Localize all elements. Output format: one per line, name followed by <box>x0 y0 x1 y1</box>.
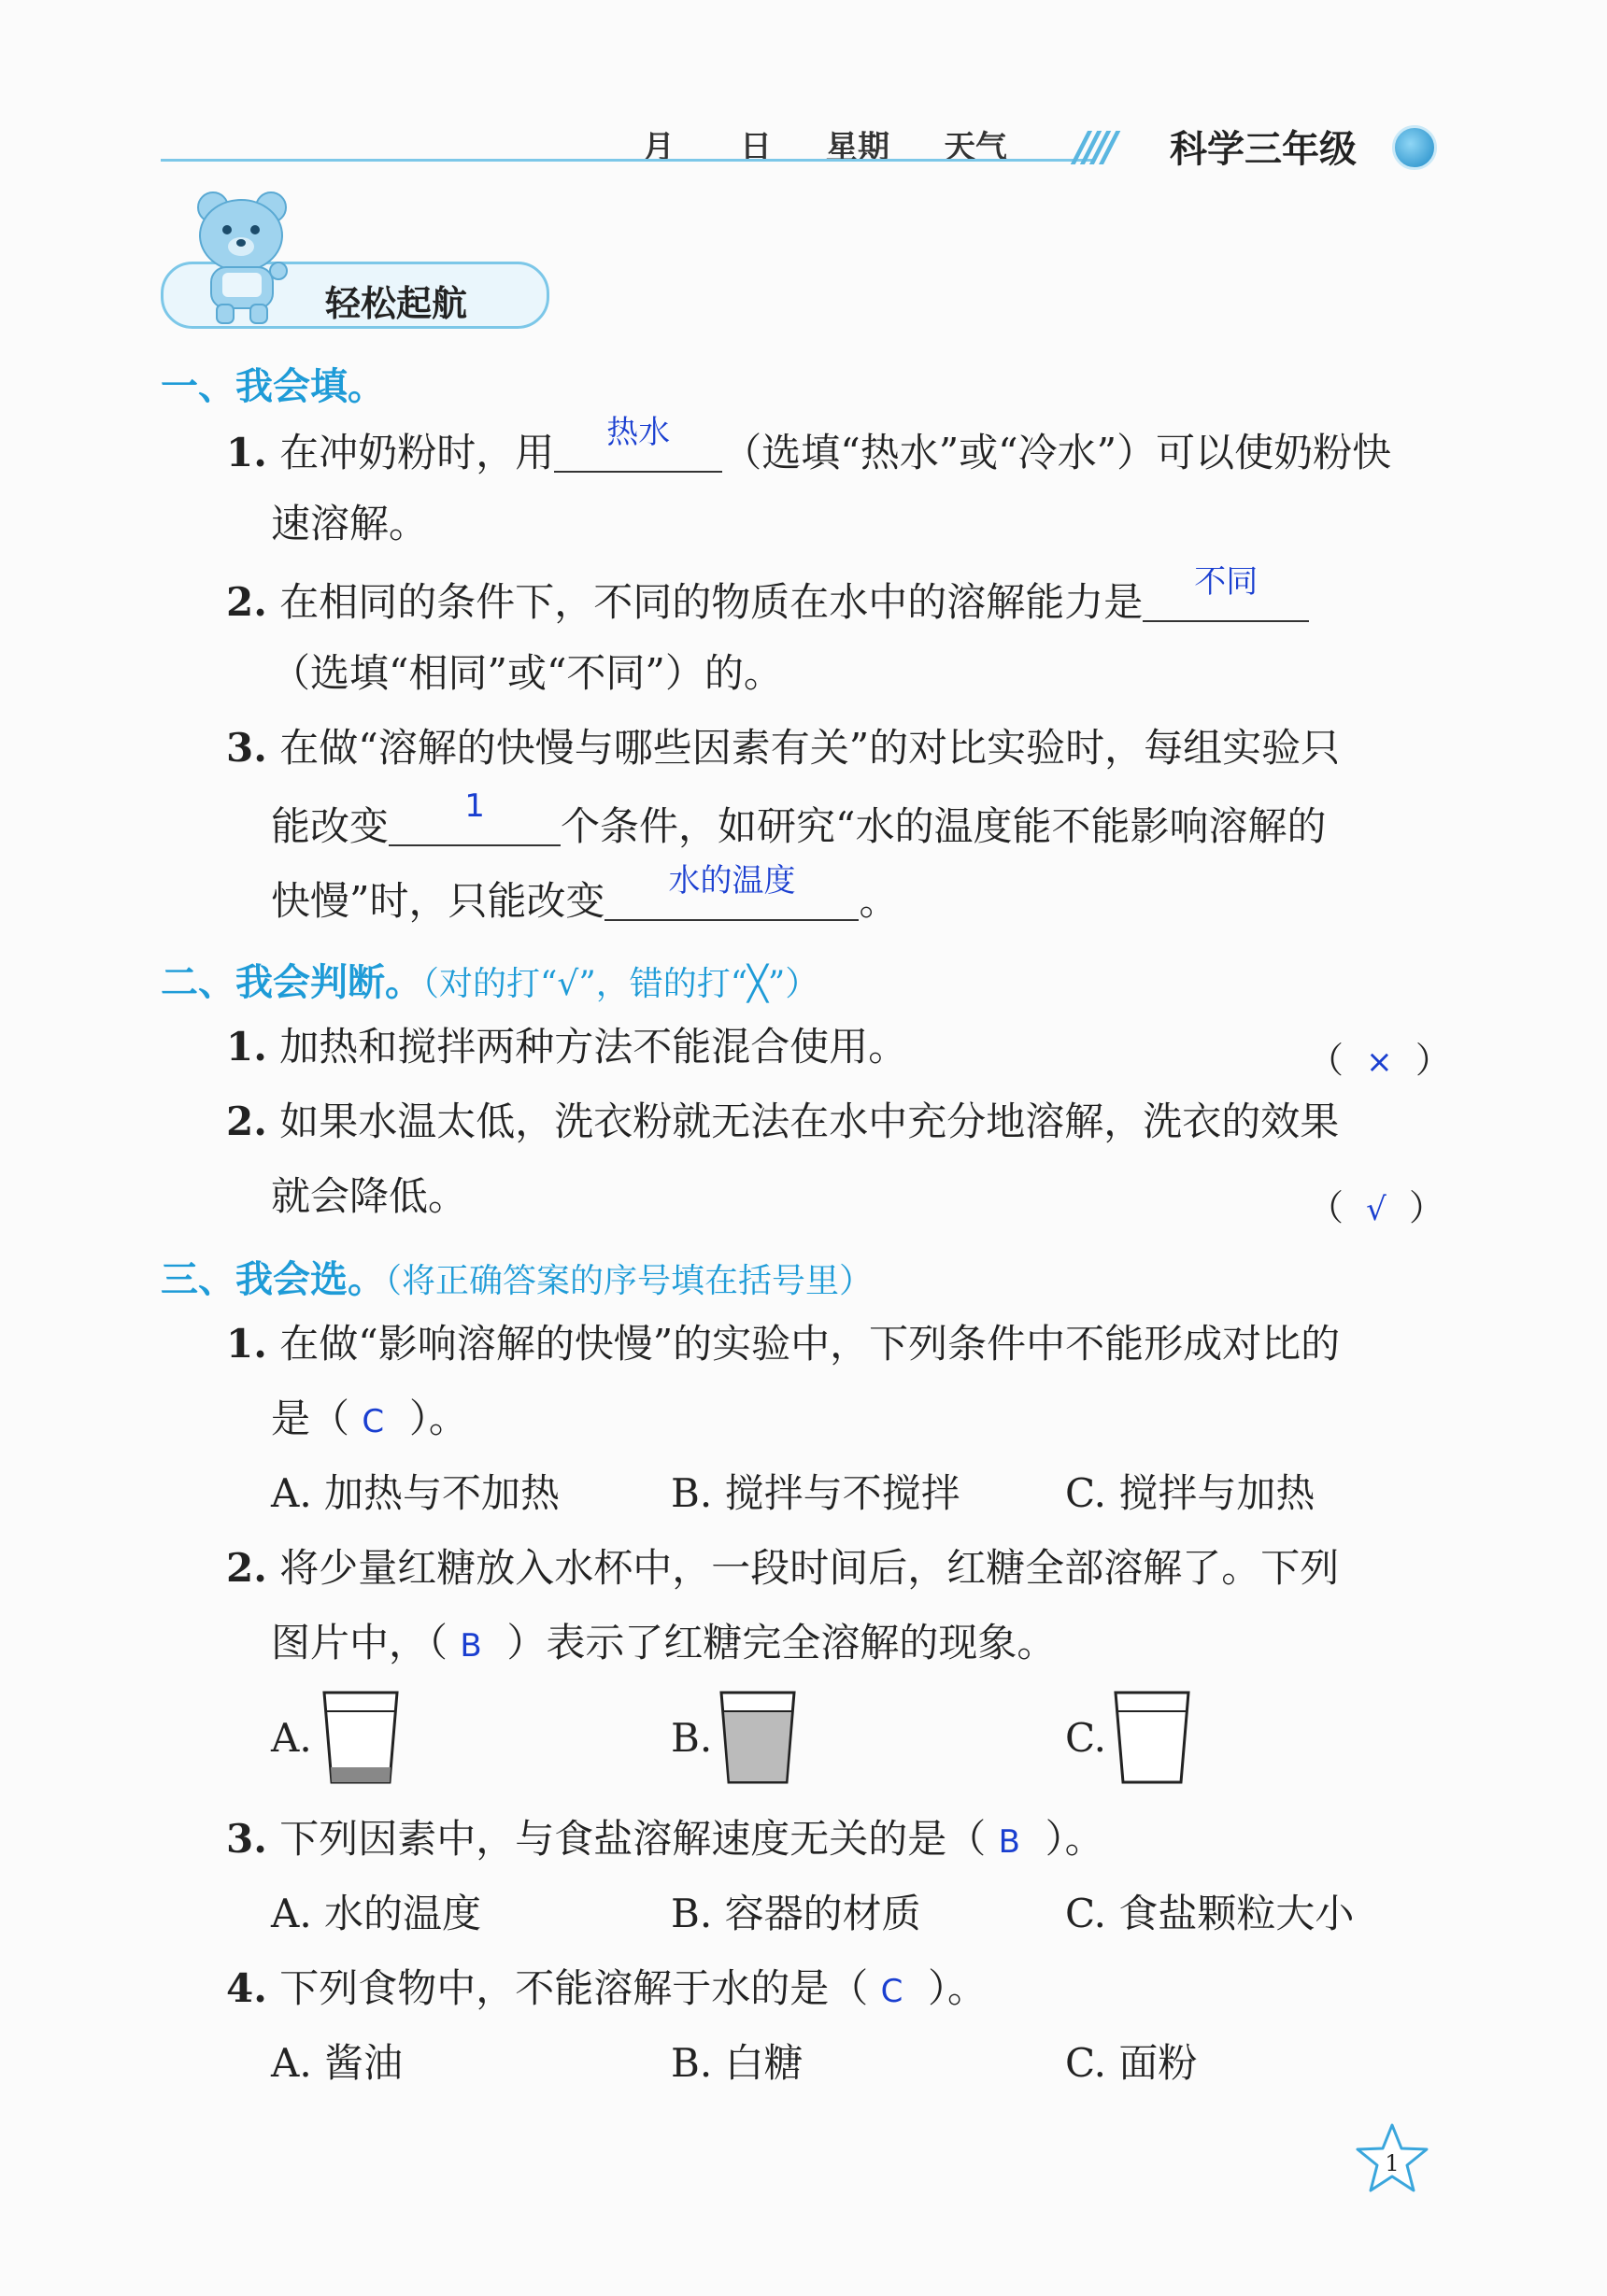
page-number: 1 <box>1385 2150 1400 2176</box>
section2-note: （对的打“√”，错的打“╳”） <box>422 965 819 1003</box>
question-text: 下列食物中，不能溶解于水的是（ <box>279 1965 869 2011</box>
question-number: 3. <box>226 725 267 771</box>
answer-text[interactable]: C <box>362 1403 385 1440</box>
section3-heading: 三、我会选。 <box>161 1258 385 1301</box>
s3-q2-line1 <box>226 1545 1340 1591</box>
option-c[interactable]: C. 面粉 <box>1065 2040 1198 2086</box>
s2-q2-line2: 就会降低。 <box>271 1173 468 1219</box>
month-label: 月 <box>643 129 675 166</box>
option-c[interactable]: C. 搅拌与加热 <box>1065 1470 1315 1516</box>
slash-decoration-icon: //// <box>1074 123 1113 171</box>
cup-b-dissolved-icon[interactable] <box>719 1691 796 1784</box>
answer-text[interactable]: C <box>880 1973 903 2010</box>
day-label: 日 <box>740 129 772 166</box>
question-text: 在做“影响溶解的快慢”的实验中，下列条件中不能形成对比的 <box>279 1321 1341 1367</box>
option-b[interactable]: B. 容器的材质 <box>671 1891 921 1936</box>
question-text: 下列因素中，与食盐溶解速度无关的是（ <box>279 1816 987 1862</box>
s3-q2-line2 <box>271 1620 1057 1665</box>
option-c[interactable]: C. 食盐颗粒大小 <box>1065 1891 1355 1936</box>
answer-blank[interactable] <box>604 862 859 921</box>
question-number: 2. <box>226 1098 267 1144</box>
s3-q1-line1 <box>226 1321 1341 1367</box>
blue-dot-icon <box>1392 125 1437 170</box>
star-icon <box>1355 2122 1429 2193</box>
question-text: 个条件，如研究“水的温度能不能影响溶解的 <box>561 803 1327 849</box>
answer-text[interactable]: B <box>460 1627 482 1665</box>
option-c-label[interactable]: C. <box>1065 1715 1106 1761</box>
question-number: 1. <box>226 1024 267 1070</box>
cup-c-clear-icon[interactable] <box>1114 1691 1190 1784</box>
option-b[interactable]: B. 白糖 <box>671 2040 804 2086</box>
s2-q2-line1 <box>226 1098 1340 1144</box>
grade-title: 科学三年级 <box>1170 128 1357 171</box>
header-rule <box>161 159 1095 162</box>
question-text: 图片中，（ <box>271 1620 448 1665</box>
option-a[interactable]: A. 水的温度 <box>271 1891 482 1936</box>
answer-text: 1 <box>464 787 485 825</box>
question-text: 是（ <box>271 1396 350 1441</box>
answer-parentheses[interactable]: （ √ ） <box>1308 1187 1445 1228</box>
question-text: 如果水温太低，洗衣粉就无法在水中充分地溶解，洗衣的效果 <box>279 1098 1340 1144</box>
option-b[interactable]: B. 搅拌与不搅拌 <box>671 1470 960 1516</box>
question-text: 加热和搅拌两种方法不能混合使用。 <box>279 1024 908 1070</box>
option-a-label[interactable]: A. <box>271 1715 312 1761</box>
option-b-label[interactable]: B. <box>671 1715 713 1761</box>
answer-blank[interactable] <box>389 787 561 846</box>
section1-title: 一、我会填。 <box>161 365 385 408</box>
answer-text: 水的温度 <box>668 862 796 900</box>
s1-q3-line1 <box>226 725 1341 771</box>
weekday-label: 星期 <box>826 129 889 166</box>
question-text: ）。 <box>928 1965 988 2011</box>
question-number: 2. <box>226 1545 267 1591</box>
answer-mark: × <box>1366 1043 1393 1081</box>
section3-title <box>161 1250 873 1303</box>
question-text: ）表示了红糖完全溶解的现象。 <box>506 1620 1057 1665</box>
s1-q1-line1 <box>226 414 1392 475</box>
weather-label: 天气 <box>944 129 1007 166</box>
s2-q1 <box>226 1024 908 1070</box>
option-a[interactable]: A. 酱油 <box>271 2040 404 2086</box>
s1-q3-line3 <box>271 862 899 924</box>
question-text: 在相同的条件下，不同的物质在水中的溶解能力是 <box>279 579 1144 625</box>
s3-q1-line2 <box>271 1396 468 1441</box>
question-text: 能改变 <box>271 803 390 849</box>
banner-title: 轻松起航 <box>325 283 468 324</box>
answer-text[interactable]: B <box>998 1823 1020 1861</box>
answer-text: 热水 <box>606 414 671 451</box>
question-text: 快慢”时，只能改变 <box>271 878 605 924</box>
answer-mark: √ <box>1366 1191 1387 1228</box>
answer-blank[interactable] <box>1143 563 1309 622</box>
s1-q2-line1 <box>226 563 1309 625</box>
question-number: 3. <box>226 1816 267 1862</box>
question-text: 在做“溶解的快慢与哪些因素有关”的对比实验时，每组实验只 <box>279 725 1341 771</box>
cup-a-bottom-sugar-icon[interactable] <box>322 1691 399 1784</box>
section2-title <box>161 953 818 1006</box>
question-text: 。 <box>859 878 899 924</box>
answer-blank[interactable] <box>554 414 722 473</box>
answer-parentheses[interactable]: （ × ） <box>1308 1040 1451 1081</box>
bear-mascot-icon <box>185 187 297 327</box>
question-text: ）。 <box>1045 1816 1104 1862</box>
question-number: 2. <box>226 579 267 625</box>
s3-q3 <box>226 1816 1104 1862</box>
s1-q3-line2 <box>271 787 1327 849</box>
s1-q1-line2: 速溶解。 <box>271 501 429 546</box>
question-text: ）。 <box>408 1396 468 1441</box>
option-a[interactable]: A. 加热与不加热 <box>271 1470 561 1516</box>
s3-q4 <box>226 1965 988 2011</box>
section2-heading: 二、我会判断。 <box>161 961 422 1004</box>
section3-note: （将正确答案的序号填在括号里） <box>385 1262 874 1300</box>
question-text: 在冲奶粉时，用 <box>279 430 555 475</box>
question-number: 1. <box>226 430 267 475</box>
answer-text: 不同 <box>1194 563 1259 601</box>
question-number: 1. <box>226 1321 267 1367</box>
question-number: 4. <box>226 1965 267 2011</box>
question-text: 将少量红糖放入水杯中，一段时间后，红糖全部溶解了。下列 <box>279 1545 1340 1591</box>
s1-q2-line2: （选填“相同”或“不同”）的。 <box>271 650 783 696</box>
question-text: （选填“热水”或“冷水”）可以使奶粉快 <box>722 430 1392 475</box>
